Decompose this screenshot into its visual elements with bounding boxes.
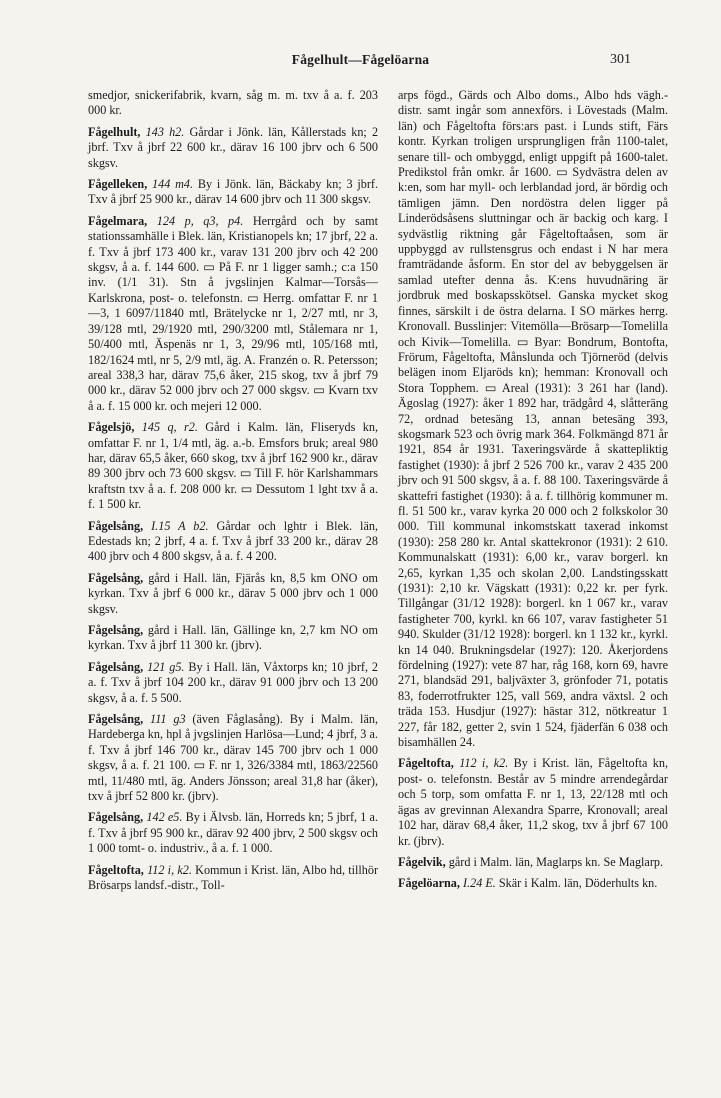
entry-text: Gårdar och lghtr i Blek. län, Edestads kn; 2 jbrf, 4 a. f. Txv å jbrf 33 200 kr., därav 28 400 jbrv och 4 800 skgsv, å a. f. 4 200. bbox=[88, 518, 378, 564]
entry-text: gård i Hall. län, Gällinge kn, 2,7 km NO om kyrkan. Txv å jbrf 11 300 kr. (jbrv). bbox=[88, 623, 378, 653]
entry-text: By i Hall. län, Våxtorps kn; 10 jbrf, 2 a. f. Txv å jbrf 104 200 kr., därav 91 000 jbrv och 13 200 skgsv, å a. f. 5 500. bbox=[88, 659, 378, 705]
gazetteer-entry bbox=[88, 214, 378, 414]
entry-headword: Fågelsång, bbox=[88, 623, 144, 637]
entry-headword: Fågelhult, bbox=[88, 124, 141, 139]
entry-headword: Fågeltofta, bbox=[88, 862, 144, 877]
gazetteer-entry bbox=[88, 177, 378, 208]
map-reference: 121 g5. bbox=[147, 659, 185, 674]
map-reference: I.15 A b2. bbox=[151, 518, 209, 533]
entry-headword: Fågelleken, bbox=[88, 177, 148, 192]
map-reference: 143 h2. bbox=[145, 124, 185, 139]
gazetteer-entry bbox=[88, 420, 378, 512]
map-reference: 142 e5. bbox=[146, 810, 183, 825]
entry-continuation: smedjor, snickerifabrik, kvarn, såg m. m. txv å a. f. 203 000 kr. bbox=[88, 88, 378, 118]
entry-headword: Fågelsång, bbox=[88, 810, 144, 825]
map-reference: I.24 E. bbox=[463, 876, 496, 891]
map-reference: 144 m4. bbox=[152, 177, 194, 192]
entry-headword: Fågelmara, bbox=[88, 213, 148, 228]
gazetteer-entry bbox=[88, 863, 378, 894]
entry-headword: Fågelsång, bbox=[88, 659, 144, 674]
map-reference: 145 q, r2. bbox=[141, 420, 198, 435]
entry-text: Kommun i Krist. län, Albo hd, tillhör Brösarps landsf.-distr., Toll- bbox=[88, 862, 379, 893]
page-number: 301 bbox=[610, 52, 631, 67]
entry-headword: Fågelöarna, bbox=[398, 876, 460, 891]
entry-text: By i Jönk. län, Bäckaby kn; 3 jbrf. Txv å jbrf 25 900 kr., därav 14 600 jbrv och 11 300 skgsv. bbox=[88, 177, 378, 207]
entry-headword: Fågelsjö, bbox=[88, 420, 135, 435]
right-column bbox=[398, 88, 668, 898]
map-reference: 112 i, k2. bbox=[459, 756, 509, 771]
entry-text: Gård i Kalm. län, Fliseryds kn, omfattar F. nr 1, 1/4 mtl, äg. a.-b. Emsfors bruk; areal 980 har, därav 65,5 åker, 660 skog, txv å jbrf 162 900 kr., därav 89 300 jbrv och 73 600 skgsv. ▭ Till F. hör Karlshammars kraftstn txv å a. f. 208 000 kr. ▭ Dessutom 1 lght txv å a. f. 1 500 kr. bbox=[88, 420, 379, 512]
gazetteer-entry bbox=[398, 855, 668, 870]
map-reference: 111 g3 bbox=[150, 712, 186, 727]
map-reference: 112 i, k2. bbox=[147, 862, 192, 877]
gazetteer-entry bbox=[88, 519, 378, 565]
gazetteer-entry bbox=[88, 623, 378, 654]
entry-text: gård i Malm. län, Maglarps kn. Se Maglarp. bbox=[448, 854, 664, 869]
entry-headword: Fågelsång, bbox=[88, 570, 144, 585]
entry-text: By i Krist. län, Fågeltofta kn, post- o. telefonstn. Består av 5 mindre arrendegårdar och 5 torp, som omfatta F. nr 1, 13, 22/128 mtl och ägas av grevinnan Alexandra Sparre, Kronovall; areal 102 har, därav 68,4 åker, 11,2 skog, txv å jbrf 67 100 kr. (jbrv). bbox=[398, 756, 669, 848]
entry-headword: Fågelsång, bbox=[88, 712, 144, 727]
entry-text: (även Fåglasång). By i Malm. län, Hardeberga kn, hpl å jvgslinjen Harlösa—Lund; 4 jbrf, 3 a. f. Txv å jbrf 146 700 kr., därav 145 700 jbrv och 1 000 skgsv, å a. f. 21 100. ▭ F. nr 1, 326/3384 mtl, 1863/22560 mtl, 11/480 mtl, äg. Anders Jönsson; areal 31,8 har (åker), txv å jbrf 52 800 kr. (jbrv). bbox=[88, 712, 378, 804]
map-reference: 124 p, q3, p4. bbox=[156, 213, 244, 228]
entry-text: By i Älvsb. län, Horreds kn; 5 jbrf, 1 a. f. Txv å jbrf 95 900 kr., därav 92 400 jbrv, 2 500 skgsv och 1 000 tomt- o. industriv., å a. f. 1 000. bbox=[88, 810, 379, 856]
gazetteer-entry bbox=[88, 125, 378, 171]
entry-headword: Fågelvik, bbox=[398, 854, 446, 869]
page-header bbox=[0, 52, 721, 74]
gazetteer-entry bbox=[398, 876, 668, 891]
running-title: Fågelhult—Fågelöarna bbox=[291, 52, 430, 67]
entry-headword: Fågeltofta, bbox=[398, 756, 454, 771]
entry-headword: Fågelsång, bbox=[88, 518, 144, 533]
entry-text: gård i Hall. län, Fjärås kn, 8,5 km ONO om kyrkan. Txv å jbrf 6 000 kr., därav 5 000 jbrv och 1 000 skgsv. bbox=[88, 570, 378, 616]
entry-text: Herrgård och by samt stationssamhälle i Blek. län, Kristianopels kn; 17 jbrf, 22 a. f. Txv å jbrf 173 400 kr., varav 131 200 jbrv och 42 200 skgsv, å a. f. 144 600. ▭ På F. nr 1 ligger samh.; c:a 150 inv. (1/1 31). Stn å jvgslinjen Kalmar—Torsås—Karlskrona, post- o. telefonstn. ▭ Herrg. omfattar F. nr 1—3, 1 6097/11840 mtl, Brätelycke nr 1, 2/27 mtl, nr 3, 39/128 mtl, 29/1920 mtl, 290/3200 mtl, Stålemara nr 1, 50/400 mtl, Äspenäs nr 1, 3, 29/96 mtl, 105/168 mtl, 182/1624 mtl, nr 5, 2/9 mtl, äg. A. Franzén o. R. Petersson; areal 338,3 har, därav 75,6 åker, 215 skog, txv å jbrf 79 000 kr., därav 52 000 jbrv och 27 000 skgsv. ▭ Kvarn txv å a. f. 15 000 kr. och mejeri 12 000. bbox=[88, 213, 379, 413]
gazetteer-entry bbox=[88, 571, 378, 617]
gazetteer-entry bbox=[88, 660, 378, 706]
gazetteer-entry bbox=[88, 810, 378, 856]
entry-text: Gårdar i Jönk. län, Kållerstads kn; 2 jbrf. Txv å jbrf 22 600 kr., därav 16 100 jbrv och 6 500 skgsv. bbox=[88, 124, 379, 170]
gazetteer-entry bbox=[398, 756, 668, 848]
entry-continuation: arps fögd., Gärds och Albo doms., Albo hds vägh.-distr. samt ingår som annexförs. i Lövestads (Malm. län) och Fågeltofta förs:ars past. i Lunds stift, Färs kontr. Kyrkan troligen ursprungligen från 1100-talet, senare till- och ombyggd, enligt uppgift på 1600-talet. Predikstol från omkr. år 1600. ▭ Sydvästra delen av k:en, som har myll- och lerblandad jord, är bördig och tämligen jämn. Den nordöstra delen ligger på Linderödsåsens sluttningar och är backig och karg. I sydvästlig riktning går Fågeltoftaåsen, som är uppbyggd av rullstensgrus och endast i N har mera framträdande åsform. En stor del av bebyggelsen är samlad utefter denna ås. K:ens huvudnäring är jordbruk med boskapsskötsel. Ganska mycket skog finnes, särskilt i de östra delarna. I SO märkes herrg. Kronovall. Busslinjer: Vitemölla—Brösarp—Tomelilla och Kivik—Tomelilla. ▭ Byar: Bondrum, Bontofta, Frörum, Fågeltofta, Månslunda och Tjörneröd (delvis belägen inom Eljaröds kn); hemman: Kronovall och Stora Topphem. ▭ Areal (1931): 3 261 har (land). Ägoslag (1927): åker 1 892 har, trädgård 4, slåtteräng 72, ordnad betesäng 13, annan betesäng 393, skogsmark 523 och övrig mark 364. Folkmängd 871 år 1921, 854 år 1931. Taxeringsvärde å skattepliktig fastighet (1930): å jbrf 2 526 700 kr., varav 2 435 200 jbrv och 91 500 skgsv, å a. f. 88 100. Taxeringsvärde å skattefri fastighet (1930): å a. f. tillhörig kommuner m. fl. 51 500 kr., varav kyrka 20 000 och 2 folkskolor 30 000. Till kommunal inkomstskatt taxerad inkomst (1930): 258 280 kr. Antal skattekronor (1931): 2 610. Kommunalskatt (1931): 6,00 kr., varav borgerl. kn 2,65, kyrkan 1,35 och skolan 2,00. Landstingsskatt (1931): 2,10 kr. Vägskatt (1931): 0,22 kr. per fyrk. Tillgångar (31/12 1928): borgerl. kn 1 067 kr., varav fastigheter 700, kyrkl. kn 66 107, varav fastigheter 51 940. Skulder (31/12 1928): borgerl. kn 1 132 kr., kyrkl. kn 14 040. Brukningsdelar (1927): 120. Åkerjordens fördelning (1927): vete 87 har, råg 168, korn 69, havre 271, blandsäd 291, baljväxter 3, grönfoder 71, potatis 83, foderrotfrukter 125, vall 569, andra växtsl. 2 och träda 153. Husdjur (1927): hästar 312, nötkreatur 1 227, får 182, getter 2, svin 1 524, fjäderfän 6 038 och bisamhällen 24. bbox=[398, 88, 668, 750]
entry-text: Skär i Kalm. län, Döderhults kn. bbox=[498, 876, 658, 891]
gazetteer-entry bbox=[88, 712, 378, 804]
left-column bbox=[88, 88, 378, 900]
